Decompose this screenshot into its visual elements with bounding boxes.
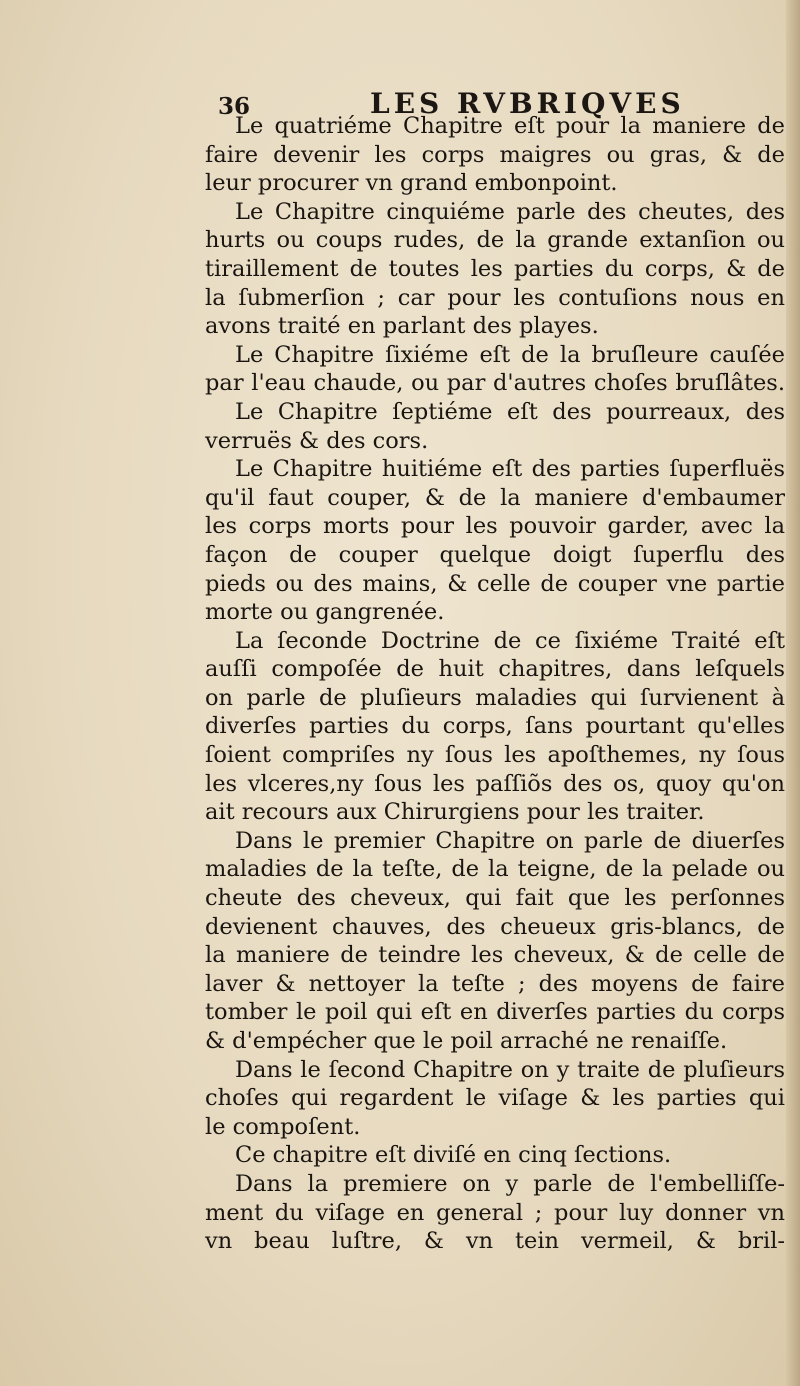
text-line: façon de couper quelque doigt ſuperflu des [205,541,785,568]
text-line: Le Chapitre ſixiéme eſt de la bruſleure cauſée [235,341,785,368]
text-line: on parle de pluſieurs maladies qui ſurvienent à [205,684,785,711]
text-line: Dans le ſecond Chapitre on y traite de pluſieurs [235,1056,785,1083]
text-line: Le Chapitre cinquiéme parle des cheutes, des [235,198,785,225]
text-line: la ſubmerſion ; car pour les contuſions nous en [205,284,785,311]
text-line: ſoient compriſes ny ſous les apoſthemes, ny ſous [205,742,785,769]
text-line: le compoſent. [205,1113,361,1140]
text-line: laver & nettoyer la teſte ; des moyens de faire [205,970,785,997]
text-line: & d'empécher que le poil arraché ne renaiſſe. [205,1028,728,1054]
text-line: Le Chapitre huitiéme eſt des parties ſuperfluës [235,456,785,483]
text-line: faire devenir les corps maigres ou gras, & de [205,141,785,168]
text-line: hurts ou coups rudes, de la grande extanſion ou [205,227,785,254]
text-line: ait recours aux Chirurgiens pour les traiter. [205,799,705,826]
text-line: tomber le poil qui eſt en diverſes parties du corps [205,999,785,1026]
running-title: LES RVBRIQVES [370,87,685,120]
text-line: Ce chapitre eſt diviſé en cinq ſections. [235,1142,672,1169]
text-line: leur procurer vn grand embonpoint. [205,170,618,197]
text-line: par l'eau chaude, ou par d'autres choſes bruſlâtes. [205,370,785,397]
text-line: vn beau luſtre, & vn tein vermeil, & bril- [205,1228,785,1255]
text-line: les vlceres,ny ſous les paſſiõs des os, quoy qu'on [205,770,785,797]
text-line: Le quatriéme Chapitre eſt pour la maniere de [235,113,785,139]
text-line: les corps morts pour les pouvoir garder, avec la [205,513,785,540]
text-line: La ſeconde Doctrine de ce ſixiéme Traité eſt [235,627,785,654]
body-text [205,112,785,1256]
text-line: la maniere de teindre les cheveux, & de celle de [205,942,785,969]
text-line: Le Chapitre ſeptiéme eſt des pourreaux, des [235,398,785,425]
page-edge-shadow [786,0,800,1386]
text-line: auſſi compoſée de huit chapitres, dans leſquels [205,656,785,683]
text-line: Dans le premier Chapitre on parle de diuerſes [235,827,785,854]
text-line: morte ou gangrenée. [205,599,445,626]
text-line: tiraillement de toutes les parties du corps, & de [205,255,785,282]
text-line: avons traité en parlant des playes. [205,313,599,340]
page-number: 36 [218,93,251,120]
text-line: cheute des cheveux, qui fait que les perſonnes [205,885,785,912]
text-line: verruës & des cors. [205,427,429,454]
text-line: pieds ou des mains, & celle de couper vne partie [205,570,785,597]
text-line: devienent chauves, des cheueux gris-blancs, de [205,913,785,940]
text-line: ment du viſage en general ; pour luy donner vn [205,1199,785,1226]
text-line: Dans la premiere on y parle de l'embelliſſe- [235,1170,785,1197]
text-line: qu'il faut couper, & de la maniere d'embaumer [205,484,785,511]
text-line: maladies de la teſte, de la teigne, de la pelade ou [205,856,785,883]
text-line: diverſes parties du corps, ſans pourtant qu'elles [205,713,785,740]
text-line: choſes qui regardent le viſage & les parties qui [205,1085,785,1112]
